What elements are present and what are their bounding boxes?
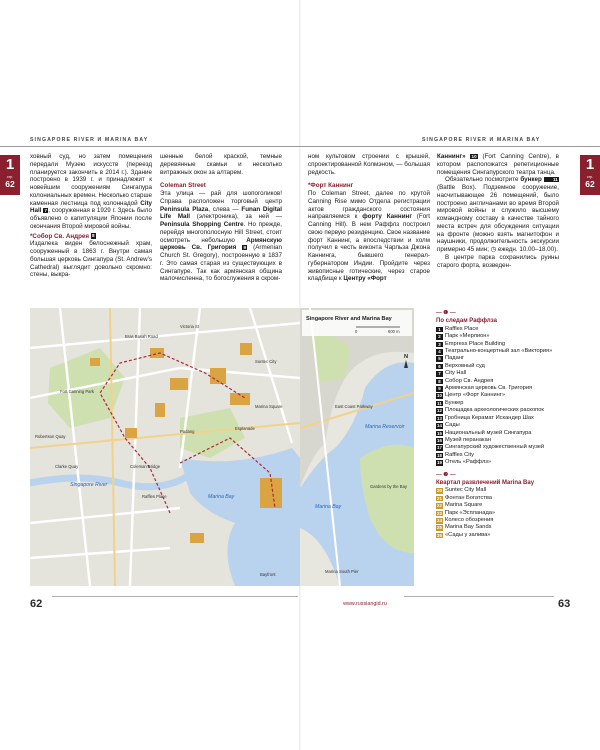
text-run: (Fort Canning Centre), в котором расположатся репетиционные помещения Сингапурского театра танца. [437, 153, 559, 176]
legend-item [436, 341, 570, 348]
route1-list [436, 326, 570, 467]
header-rule-right [300, 146, 600, 147]
paragraph [437, 176, 559, 254]
legend-number: 20 [437, 488, 442, 494]
legend-number: 9 [436, 386, 443, 392]
map-label: Clarke Quay [55, 464, 79, 469]
poi-badge: 11 [544, 177, 559, 183]
legend-label: Собор Св. Андрея [445, 377, 494, 384]
legend-number: 8 [436, 379, 443, 385]
legend-item [436, 363, 570, 370]
legend-item [436, 392, 570, 399]
legend-number: 12 [437, 408, 442, 414]
running-head-left: SINGAPORE RIVER И MARINA BAY [30, 137, 149, 143]
chapter-page: 62 [5, 179, 15, 189]
bold-term: Funan Digital Life Mall [160, 205, 283, 221]
legend-label: Отель «Раффлз» [445, 459, 492, 466]
poi-badge: 10 [471, 153, 477, 159]
legend-item [436, 326, 570, 333]
legend-label: Парк «Эспланада» [445, 509, 496, 516]
legend-item [436, 532, 570, 539]
bold-term: Peninsula Plaza [160, 205, 209, 213]
map-label: Fort Canning Park [60, 389, 94, 394]
page-abbrev: стр. [586, 175, 594, 179]
legend-label: Паданг [445, 355, 464, 362]
legend-number: 24 [437, 517, 442, 523]
poi-badge: 9 [243, 244, 247, 250]
legend-number: 25 [437, 525, 442, 531]
legend-item [436, 415, 570, 422]
legend-number: 14 [437, 423, 442, 429]
legend-item [436, 333, 570, 340]
text-run: Эта улица — рай для шопоголиков! Справа расположен торговый центр [160, 190, 282, 205]
legend-label: Raffles Place [445, 325, 479, 332]
legend-number: 26 [437, 532, 442, 538]
map-label: Bayfront [260, 572, 276, 577]
map-label: Raffles Place [142, 494, 167, 499]
legend-item [436, 407, 570, 414]
page-number-right: 63 [558, 598, 571, 610]
legend-item [436, 495, 570, 502]
legend-item [436, 422, 570, 429]
legend-number: 10 [437, 393, 442, 399]
legend-item [436, 459, 570, 466]
route-title: По следам Раффлза [436, 318, 497, 325]
header-rule-left [0, 146, 300, 147]
poi-badge: 8 [91, 233, 95, 238]
map-label: Marina South Pier [325, 569, 359, 574]
legend-item [436, 400, 570, 407]
legend-number: 7 [436, 371, 443, 377]
text-run: (электроника), за ней — [190, 213, 282, 221]
map-label: Bras Basah Road [125, 334, 158, 339]
map-label: Padang [180, 429, 195, 434]
legend-number: 21 [437, 495, 442, 501]
route-title: Квартал развлечений Marina Bay [436, 479, 535, 486]
legend-number: 11 [437, 400, 442, 406]
legend-label: Marina Square [445, 502, 483, 509]
legend-item [436, 487, 570, 494]
legend-item [436, 348, 570, 355]
text-run: (Battle Box). Подземное сооружение, насчитывающее 26 помещений, было построено англичанами во время Второй мировой войны и служило высшему командному составу в качестве тайного места встреч для обсуждения ситуации на фронте (можно взять магнитофон и наушники, продолжительность экскурсии примерно 45 мин; ◷ ежедн. 10.00–18.00). [437, 184, 559, 253]
legend-label: Парк «Мерлион» [445, 333, 490, 340]
paragraph: шенные белой краской, темные деревянные скамьи и несколько витражных окон за алтарем. [160, 153, 282, 176]
legend-item [436, 517, 570, 524]
legend-item [436, 355, 570, 362]
legend-label: Верховный суд [445, 362, 485, 369]
legend-number: 1 [436, 327, 443, 333]
chapter-page: 62 [585, 179, 595, 189]
legend-number: 5 [436, 356, 443, 362]
legend-label: Marina Bay Sands [445, 524, 492, 531]
legend-item [436, 378, 570, 385]
paragraph: В центре парка сохранились руины старого форта, возведен- [437, 253, 559, 269]
legend-number: 16 [437, 437, 442, 443]
website-link[interactable]: www.russiangid.ru [343, 601, 387, 607]
legend-number: 13 [437, 415, 442, 421]
inset-title: Singapore River and Marina Bay [306, 316, 392, 322]
legend-label: Площадка археологических раскопок [445, 407, 544, 414]
map-label: Victoria St [180, 324, 200, 329]
legend-item [436, 430, 570, 437]
paragraph [437, 153, 559, 176]
bold-term: Каннинг» [437, 153, 466, 160]
text-column-3 [308, 153, 430, 283]
legend-number: 19 [437, 460, 442, 466]
legend-label: «Сады у залива» [445, 531, 491, 538]
page-abbrev: стр. [6, 175, 14, 179]
chapter-number: 1 [585, 156, 595, 173]
bold-term: Peninsula Shopping Centre [160, 221, 244, 228]
legend-number: 22 [437, 503, 442, 509]
chapter-tab-left [0, 155, 20, 195]
section-heading: *Форт Каннинг [308, 182, 354, 190]
legend-label: City Hall [445, 370, 467, 377]
legend-label: Сингапурский художественный музей [445, 444, 545, 451]
legend-item [436, 385, 570, 392]
chapter-tab-right [580, 155, 600, 195]
paragraph [30, 153, 152, 231]
route-marker: — ❶ — [436, 310, 456, 316]
text-run: . Но прежде, перейдя многополосную Hill Street, стоит осмотреть небольшую [160, 221, 282, 244]
text-column-4 [437, 153, 559, 269]
legend-item [436, 524, 570, 531]
legend-label: Suntec City Mall [445, 487, 487, 494]
page-number-left: 62 [30, 598, 43, 610]
map-label: Robertson Quay [35, 434, 66, 439]
legend-label: Empress Place Building [445, 340, 506, 347]
legend-number: 15 [437, 430, 442, 436]
bold-term: бункер [520, 176, 542, 184]
legend-number: 23 [437, 510, 442, 516]
paragraph [160, 190, 282, 283]
map-label: Marina Bay [315, 504, 342, 510]
text-run: ховный суд, но затем помещения передали Музею искусств (переезд планируется закончить в 2014 г.). Здание построено в 1939 г. и принадлежит к новейшим сооружениям Сингапура колониальных времен. Несколько старше каменная лестница под колоннадой [30, 153, 152, 207]
legend-label: Центр «Форт Каннинг» [445, 392, 506, 399]
legend-label: Фонтан Богатства [445, 494, 493, 501]
scale-max: 600 m [388, 329, 400, 334]
map-label: Coleman Bridge [130, 464, 161, 469]
legend-label: Театрально-концертный зал «Виктория» [445, 348, 553, 355]
bold-term: форту Каннинг [362, 213, 412, 221]
legend-label: Raffles City [445, 451, 474, 458]
text-run: , слева — [208, 205, 242, 213]
map-canvas [300, 308, 414, 586]
section-heading [30, 233, 152, 241]
city-map-inset [300, 308, 414, 586]
chapter-number: 1 [5, 156, 15, 173]
legend-number: 18 [437, 452, 442, 458]
map-label: Marina Bay [208, 494, 235, 500]
text-column-1 [30, 153, 152, 279]
legend-label: Армянская церковь Св. Григория [445, 385, 533, 392]
bold-term: Центру «Форт [343, 275, 387, 283]
legend-label: Сады [445, 422, 460, 429]
text-run: (Armenian Church St. Gregory), построенную в 1837 г. Это самая старая из существующих в Сингапуре. Так как армянская община малочисленна, то богослужения в скром- [160, 244, 282, 283]
footer-rule-left [52, 596, 298, 597]
bold-term: Армянскую церковь Св. Григория [160, 236, 282, 252]
map-label: East Coast Parkway [335, 404, 373, 409]
paragraph: Издалека виден белоснежный храм, сооруженный в 1863 г. Внутри самая большая церковь Сингапура (St. Andrew’s Cathedral) выглядит довольно скромно: стены, выкра- [30, 240, 152, 279]
text-run: По Coleman Street, далее по крутой Canning Rise мимо Отдела регистрации актов гражданского состояния направляемся к [308, 190, 430, 221]
legend-item [436, 452, 570, 459]
running-head-right: SINGAPORE RIVER И MARINA BAY [422, 137, 541, 143]
text-run: Обязательно посмотрите [445, 176, 521, 184]
footer-rule-right [404, 596, 554, 597]
text-column-2 [160, 153, 282, 283]
heading-text: *Собор Св. Андрея [30, 232, 90, 240]
legend-label: Национальный музей Сингапура [445, 429, 532, 436]
bold-term: City Hall [30, 199, 152, 215]
route2-section [436, 472, 570, 540]
map-label: Suntec City [255, 359, 277, 364]
map-label: Gardens by the Bay [370, 484, 408, 489]
legend-label: Гробница Керамат Искандер Шах [445, 414, 534, 421]
route-marker: — ❷ — [436, 471, 456, 478]
legend-label: Музей перанакан [445, 436, 491, 443]
text-run: (Fort Canning Hill). В нем Раффлз построил свою первую резиденцию. Свое название форт Каннинг, а впоследствии и холм получил в честь виконта Чарльза Джона Каннинга, бывшего генерал-губернатором Индии. Пройдите через живописные готические, через старое кладбище к [308, 213, 430, 283]
legend-item [436, 370, 570, 377]
paragraph: ном культовом строении с крышей, спроектированной Колмэном, — большая редкость. [308, 153, 430, 176]
legend-label: Колесо обозрения [445, 516, 494, 523]
map-label: Marina Square [255, 404, 283, 409]
text-run: , сооруженная в 1929 г. Здесь было объявлено о капитуляции Японии после окончания Второй мировой войны. [30, 207, 152, 230]
legend-item [436, 502, 570, 509]
legend-number: 2 [436, 334, 443, 340]
scale-zero: 0 [355, 329, 358, 334]
map-label: Esplanade [235, 426, 255, 431]
legend-number: 4 [436, 349, 443, 355]
legend-label: Бункер [445, 399, 464, 406]
city-map-main [30, 308, 300, 586]
route2-list [436, 487, 570, 539]
map-canvas [30, 308, 300, 586]
poi-badge: 7 [44, 207, 48, 213]
north-arrow: N [404, 354, 409, 360]
legend-number: 6 [436, 364, 443, 370]
legend-item [436, 510, 570, 517]
paragraph [308, 190, 430, 283]
legend-number: 3 [436, 342, 443, 348]
map-legend [436, 310, 570, 539]
map-label: Marina Reservoir [365, 424, 405, 430]
map-label: Singapore River [70, 482, 108, 488]
section-heading: Coleman Street [160, 182, 206, 190]
legend-item [436, 444, 570, 451]
legend-number: 17 [437, 445, 442, 451]
